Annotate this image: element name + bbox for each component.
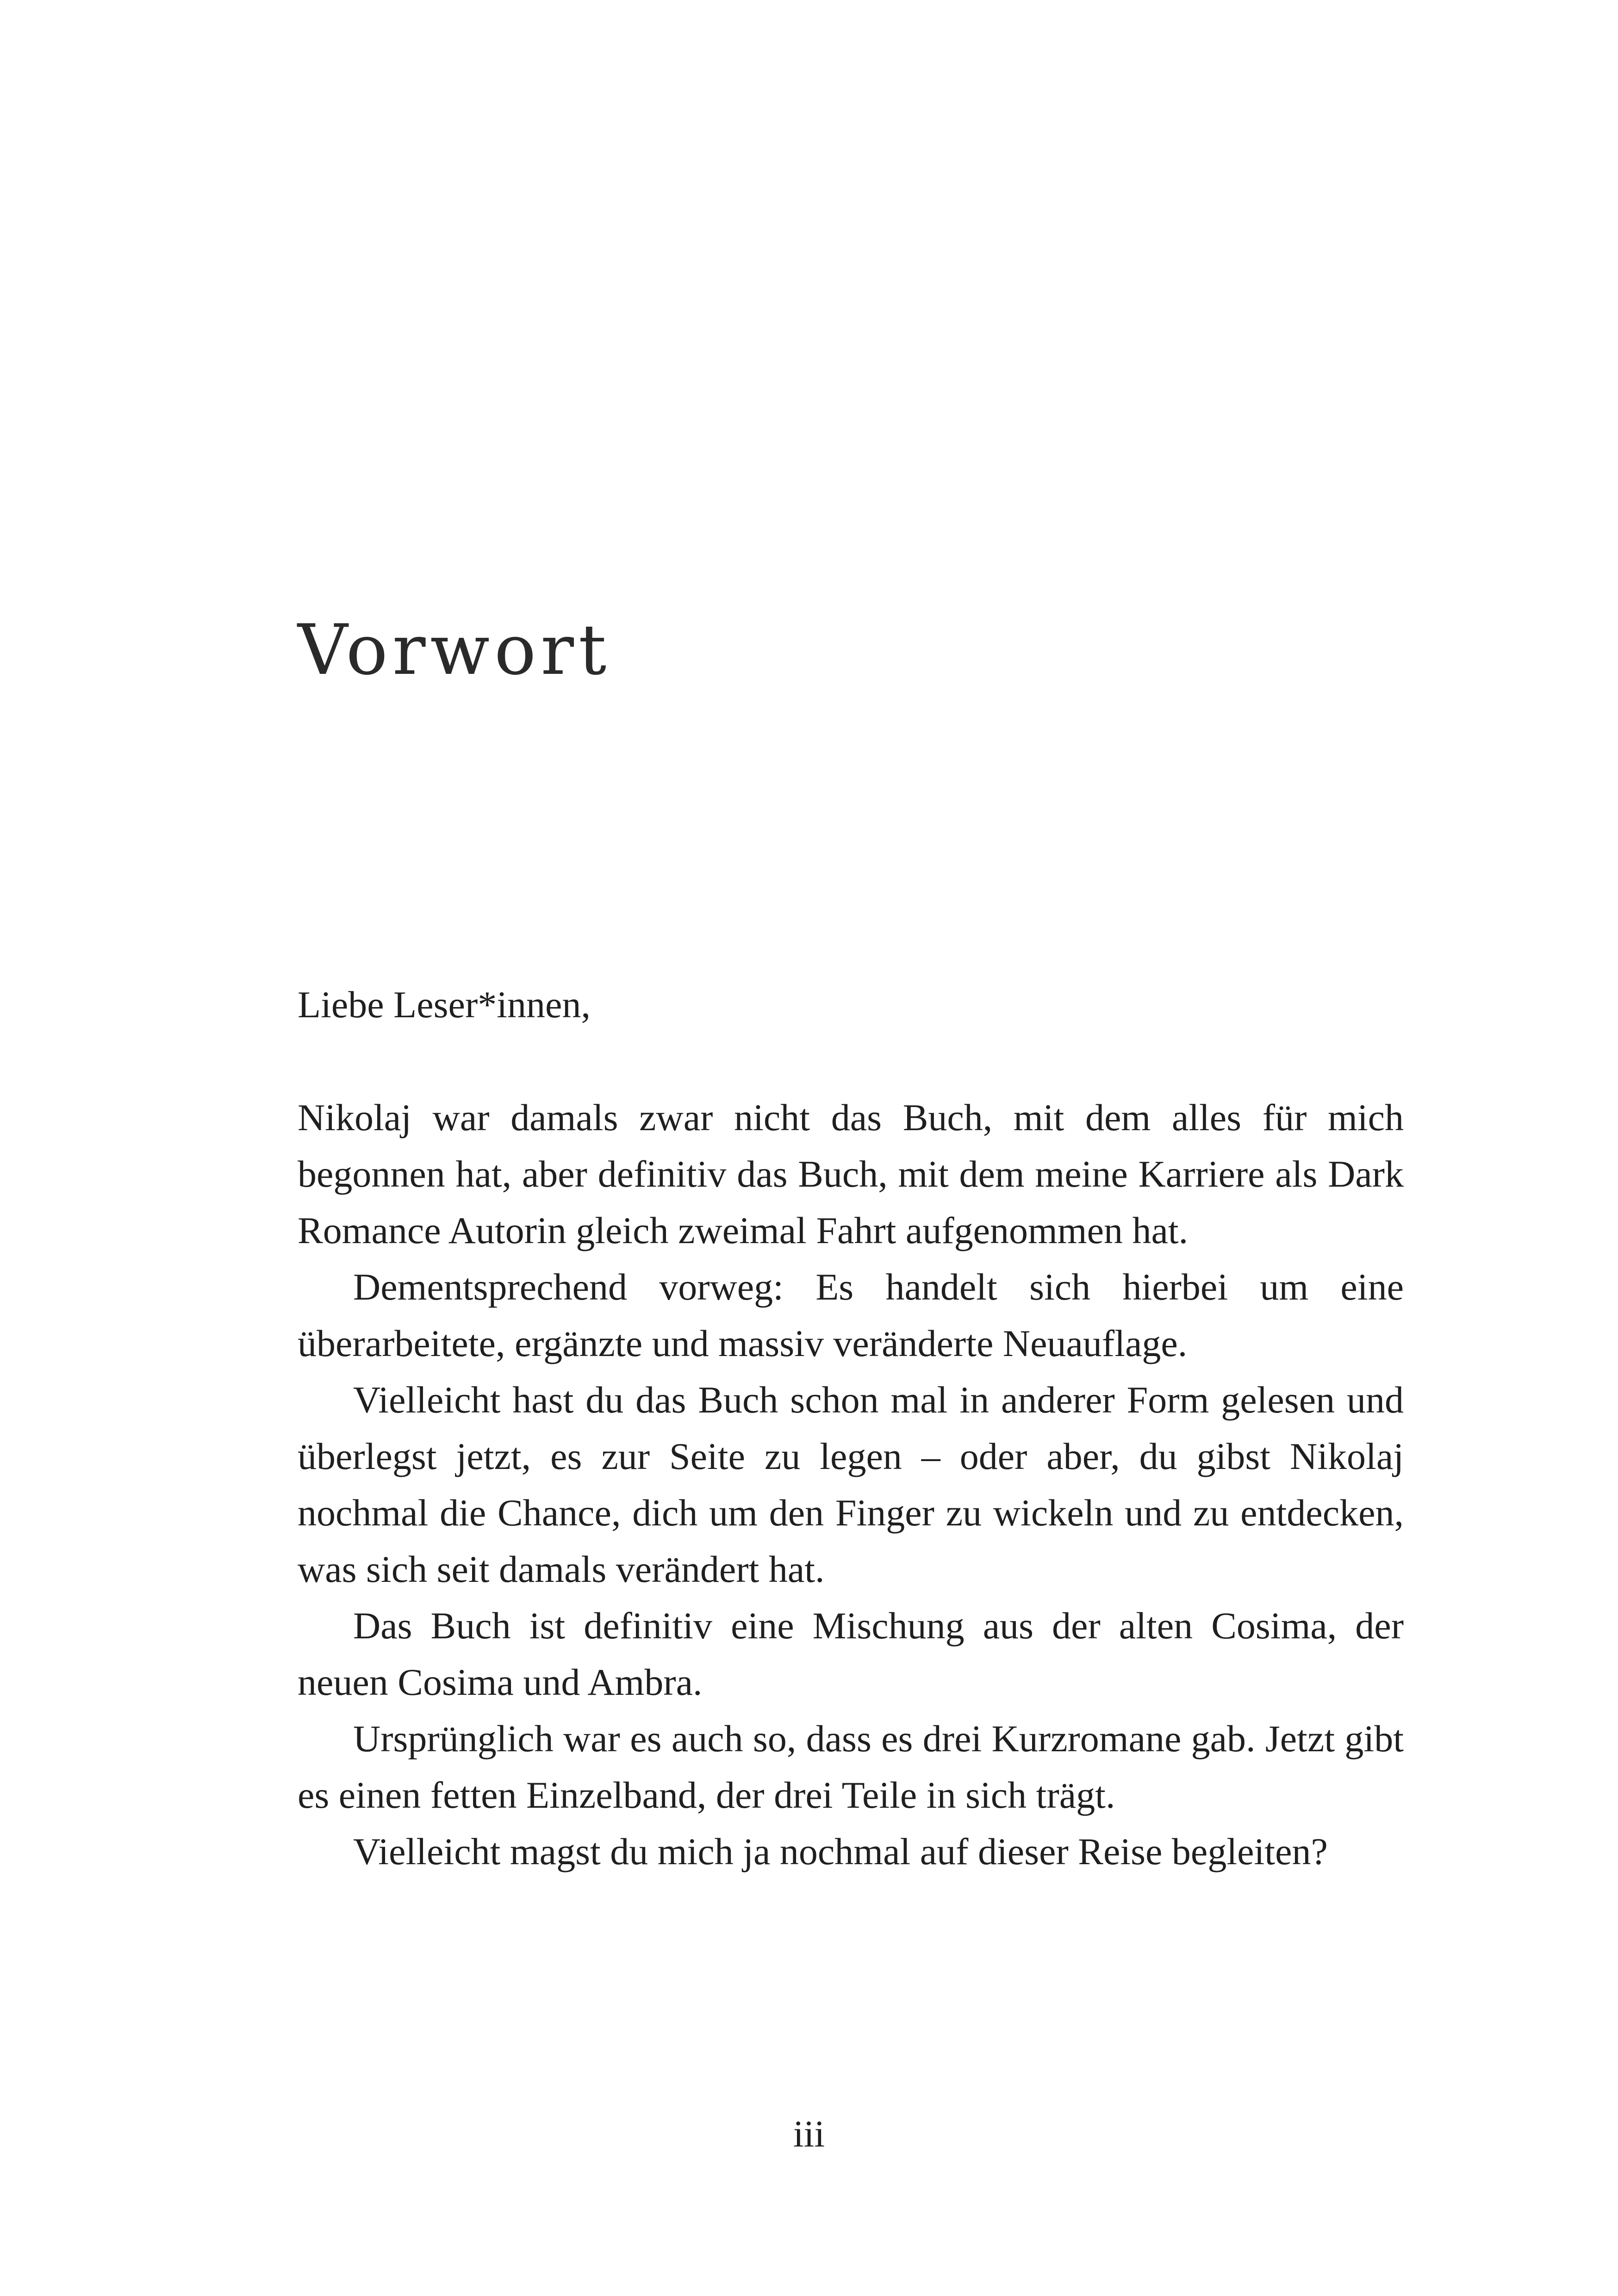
page-number: iii [793,2113,825,2155]
paragraph: Nikolaj war damals zwar nicht das Buch, mit dem alles für mich begonnen hat, aber definitiv das Buch, mit dem meine Karriere als Dark Romance Autorin gleich zweimal Fahrt aufgenommen hat. [298,1096,1404,1251]
paragraph: Vielleicht magst du mich ja nochmal auf dieser Reise begleiten? [353,1830,1328,1873]
body-text [298,977,1404,1880]
paragraph: Das Buch ist definitiv eine Mischung aus der alten Cosima, der neuen Cosima und Ambra. [298,1605,1404,1703]
paragraph: Ursprünglich war es auch so, dass es drei Kurzromane gab. Jetzt gibt es einen fetten Einzelband, der drei Teile in sich trägt. [298,1717,1404,1816]
chapter-title: Vorwort [298,610,611,691]
paragraph: Vielleicht hast du das Buch schon mal in anderer Form gelesen und überlegst jetzt, es zur Seite zu legen – oder aber, du gibst Nikolaj nochmal die Chance, dich um den Finger zu wickeln und zu entdecken, was sich seit damals verändert hat. [298,1379,1404,1590]
paragraph: Dementsprechend vorweg: Es handelt sich hierbei um eine überarbeitete, ergänzte und massiv veränderte Neuauflage. [298,1266,1404,1364]
salutation: Liebe Leser*innen, [298,983,591,1026]
